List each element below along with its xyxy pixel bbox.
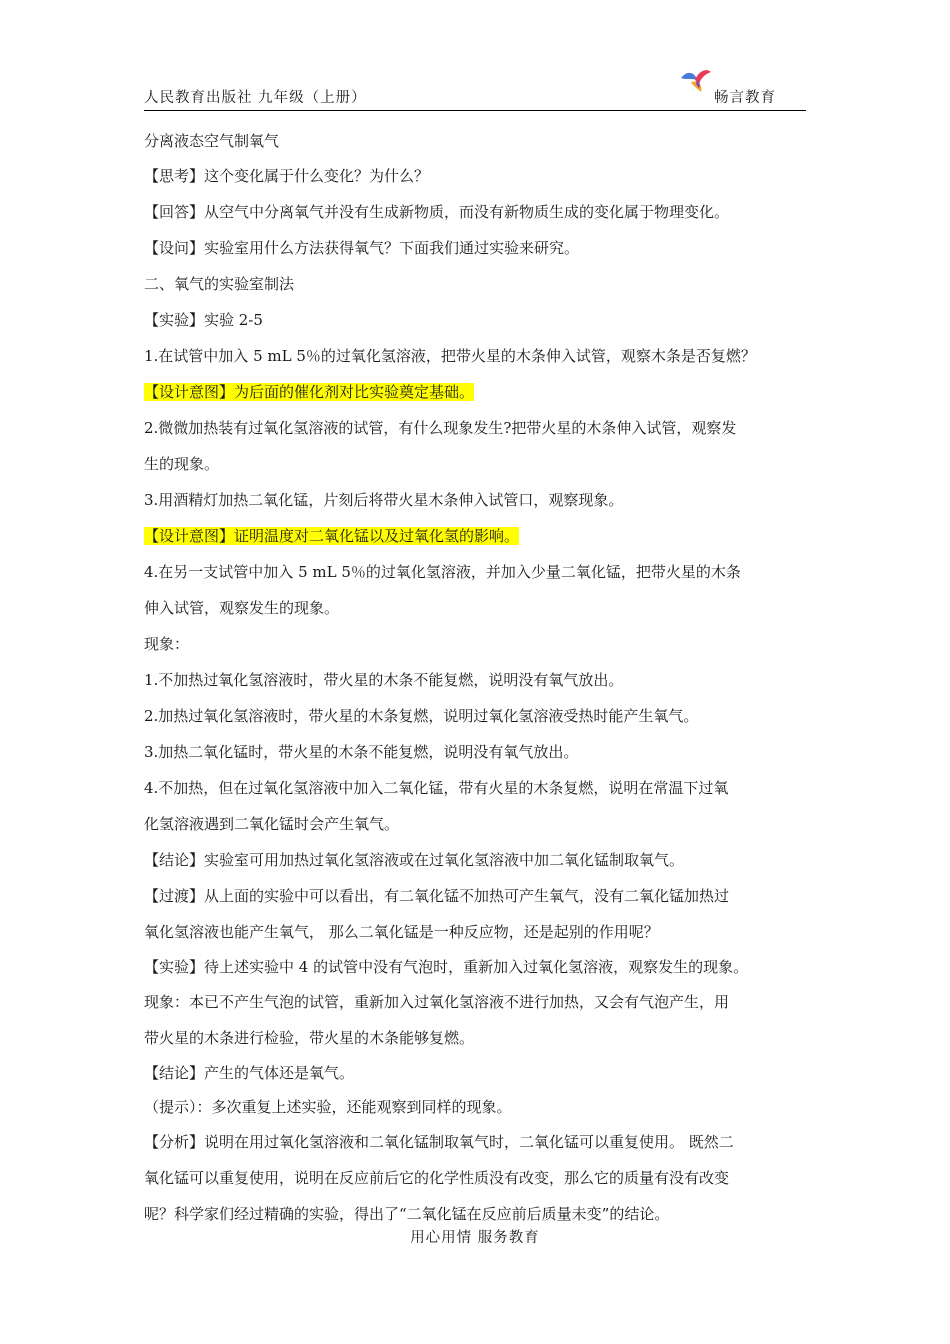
- text-line: 带火星的木条进行检验，带火星的木条能够复燃。: [144, 1029, 475, 1047]
- text-line: 现象：: [144, 635, 190, 653]
- text-line: 伸入试管，观察发生的现象。: [144, 599, 340, 617]
- section-heading: 二、氧气的实验室制法: [144, 275, 295, 293]
- text-line: 4.在另一支试管中加入 5 mL 5％的过氧化氢溶液，并加入少量二氧化锰，把带火星的木条: [144, 563, 741, 581]
- text-line: 【设问】实验室用什么方法获得氧气？下面我们通过实验来研究。: [144, 239, 580, 257]
- text-line: 1.不加热过氧化氢溶液时，带火星的木条不能复燃，说明没有氧气放出。: [144, 671, 624, 689]
- text-line: 【结论】实验室可用加热过氧化氢溶液或在过氧化氢溶液中加二氧化锰制取氧气。: [144, 851, 685, 869]
- text-line: 【过渡】从上面的实验中可以看出，有二氧化锰不加热可产生氧气，没有二氧化锰加热过: [144, 887, 730, 905]
- text-line: 3.用酒精灯加热二氧化锰，片刻后将带火星木条伸入试管口，观察现象。: [144, 491, 624, 509]
- text-line: 3.加热二氧化锰时，带火星的木条不能复燃，说明没有氧气放出。: [144, 743, 579, 761]
- text-line: 2.微微加热装有过氧化氢溶液的试管，有什么现象发生?把带火星的木条伸入试管，观察发: [144, 419, 737, 437]
- highlighted-text: 【设计意图】为后面的催化剂对比实验奠定基础。: [144, 383, 475, 401]
- text-line: 分离液态空气制氧气: [144, 132, 280, 150]
- text-line: 氧化锰可以重复使用，说明在反应前后它的化学性质没有改变，那么它的质量有没有改变: [144, 1169, 730, 1187]
- text-line: 化氢溶液遇到二氧化锰时会产生氧气。: [144, 815, 400, 833]
- page-footer: 用心用情 服务教育: [410, 1230, 540, 1246]
- text-line: 【分析】说明在用过氧化氢溶液和二氧化锰制取氧气时，二氧化锰可以重复使用。 既然二: [144, 1133, 734, 1151]
- text-line: 【实验】实验 2-5: [144, 311, 263, 329]
- text-line: 氧化氢溶液也能产生氧气， 那么二氧化锰是一种反应物，还是起别的作用呢？: [144, 923, 659, 941]
- text-line: 1.在试管中加入 5 mL 5％的过氧化氢溶液，把带火星的木条伸入试管，观察木条是否复燃？: [144, 347, 756, 365]
- text-line: 生的现象。: [144, 455, 220, 473]
- brand-label: 畅言教育: [714, 90, 776, 106]
- text-line: 【结论】产生的气体还是氧气。: [144, 1064, 355, 1082]
- text-line: 2.加热过氧化氢溶液时，带火星的木条复燃，说明过氧化氢溶液受热时能产生氧气。: [144, 707, 699, 725]
- bird-logo-icon: [679, 66, 713, 94]
- text-line: （提示）：多次重复上述实验，还能观察到同样的现象。: [144, 1098, 512, 1116]
- document-body: [144, 124, 808, 1232]
- text-line: 现象：本已不产生气泡的试管，重新加入过氧化氢溶液不进行加热，又会有气泡产生，用: [144, 993, 730, 1011]
- page-header: [144, 64, 806, 111]
- text-line: 【回答】从空气中分离氧气并没有生成新物质，而没有新物质生成的变化属于物理变化。: [144, 203, 730, 221]
- design-intent-line: [144, 518, 808, 554]
- design-intent-line: [144, 374, 808, 410]
- text-line: 4.不加热，但在过氧化氢溶液中加入二氧化锰，带有火星的木条复燃，说明在常温下过氧: [144, 779, 729, 797]
- publisher-label: 人民教育出版社 九年级（上册）: [144, 90, 367, 106]
- text-line: 【实验】待上述实验中 4 的试管中没有气泡时，重新加入过氧化氢溶液，观察发生的现象。: [144, 958, 749, 976]
- highlighted-text: 【设计意图】证明温度对二氧化锰以及过氧化氢的影响。: [144, 527, 520, 545]
- text-line: 呢？科学家们经过精确的实验，得出了“二氧化锰在反应前后质量未变”的结论。: [144, 1205, 670, 1223]
- text-line: 【思考】这个变化属于什么变化？为什么？: [144, 167, 430, 185]
